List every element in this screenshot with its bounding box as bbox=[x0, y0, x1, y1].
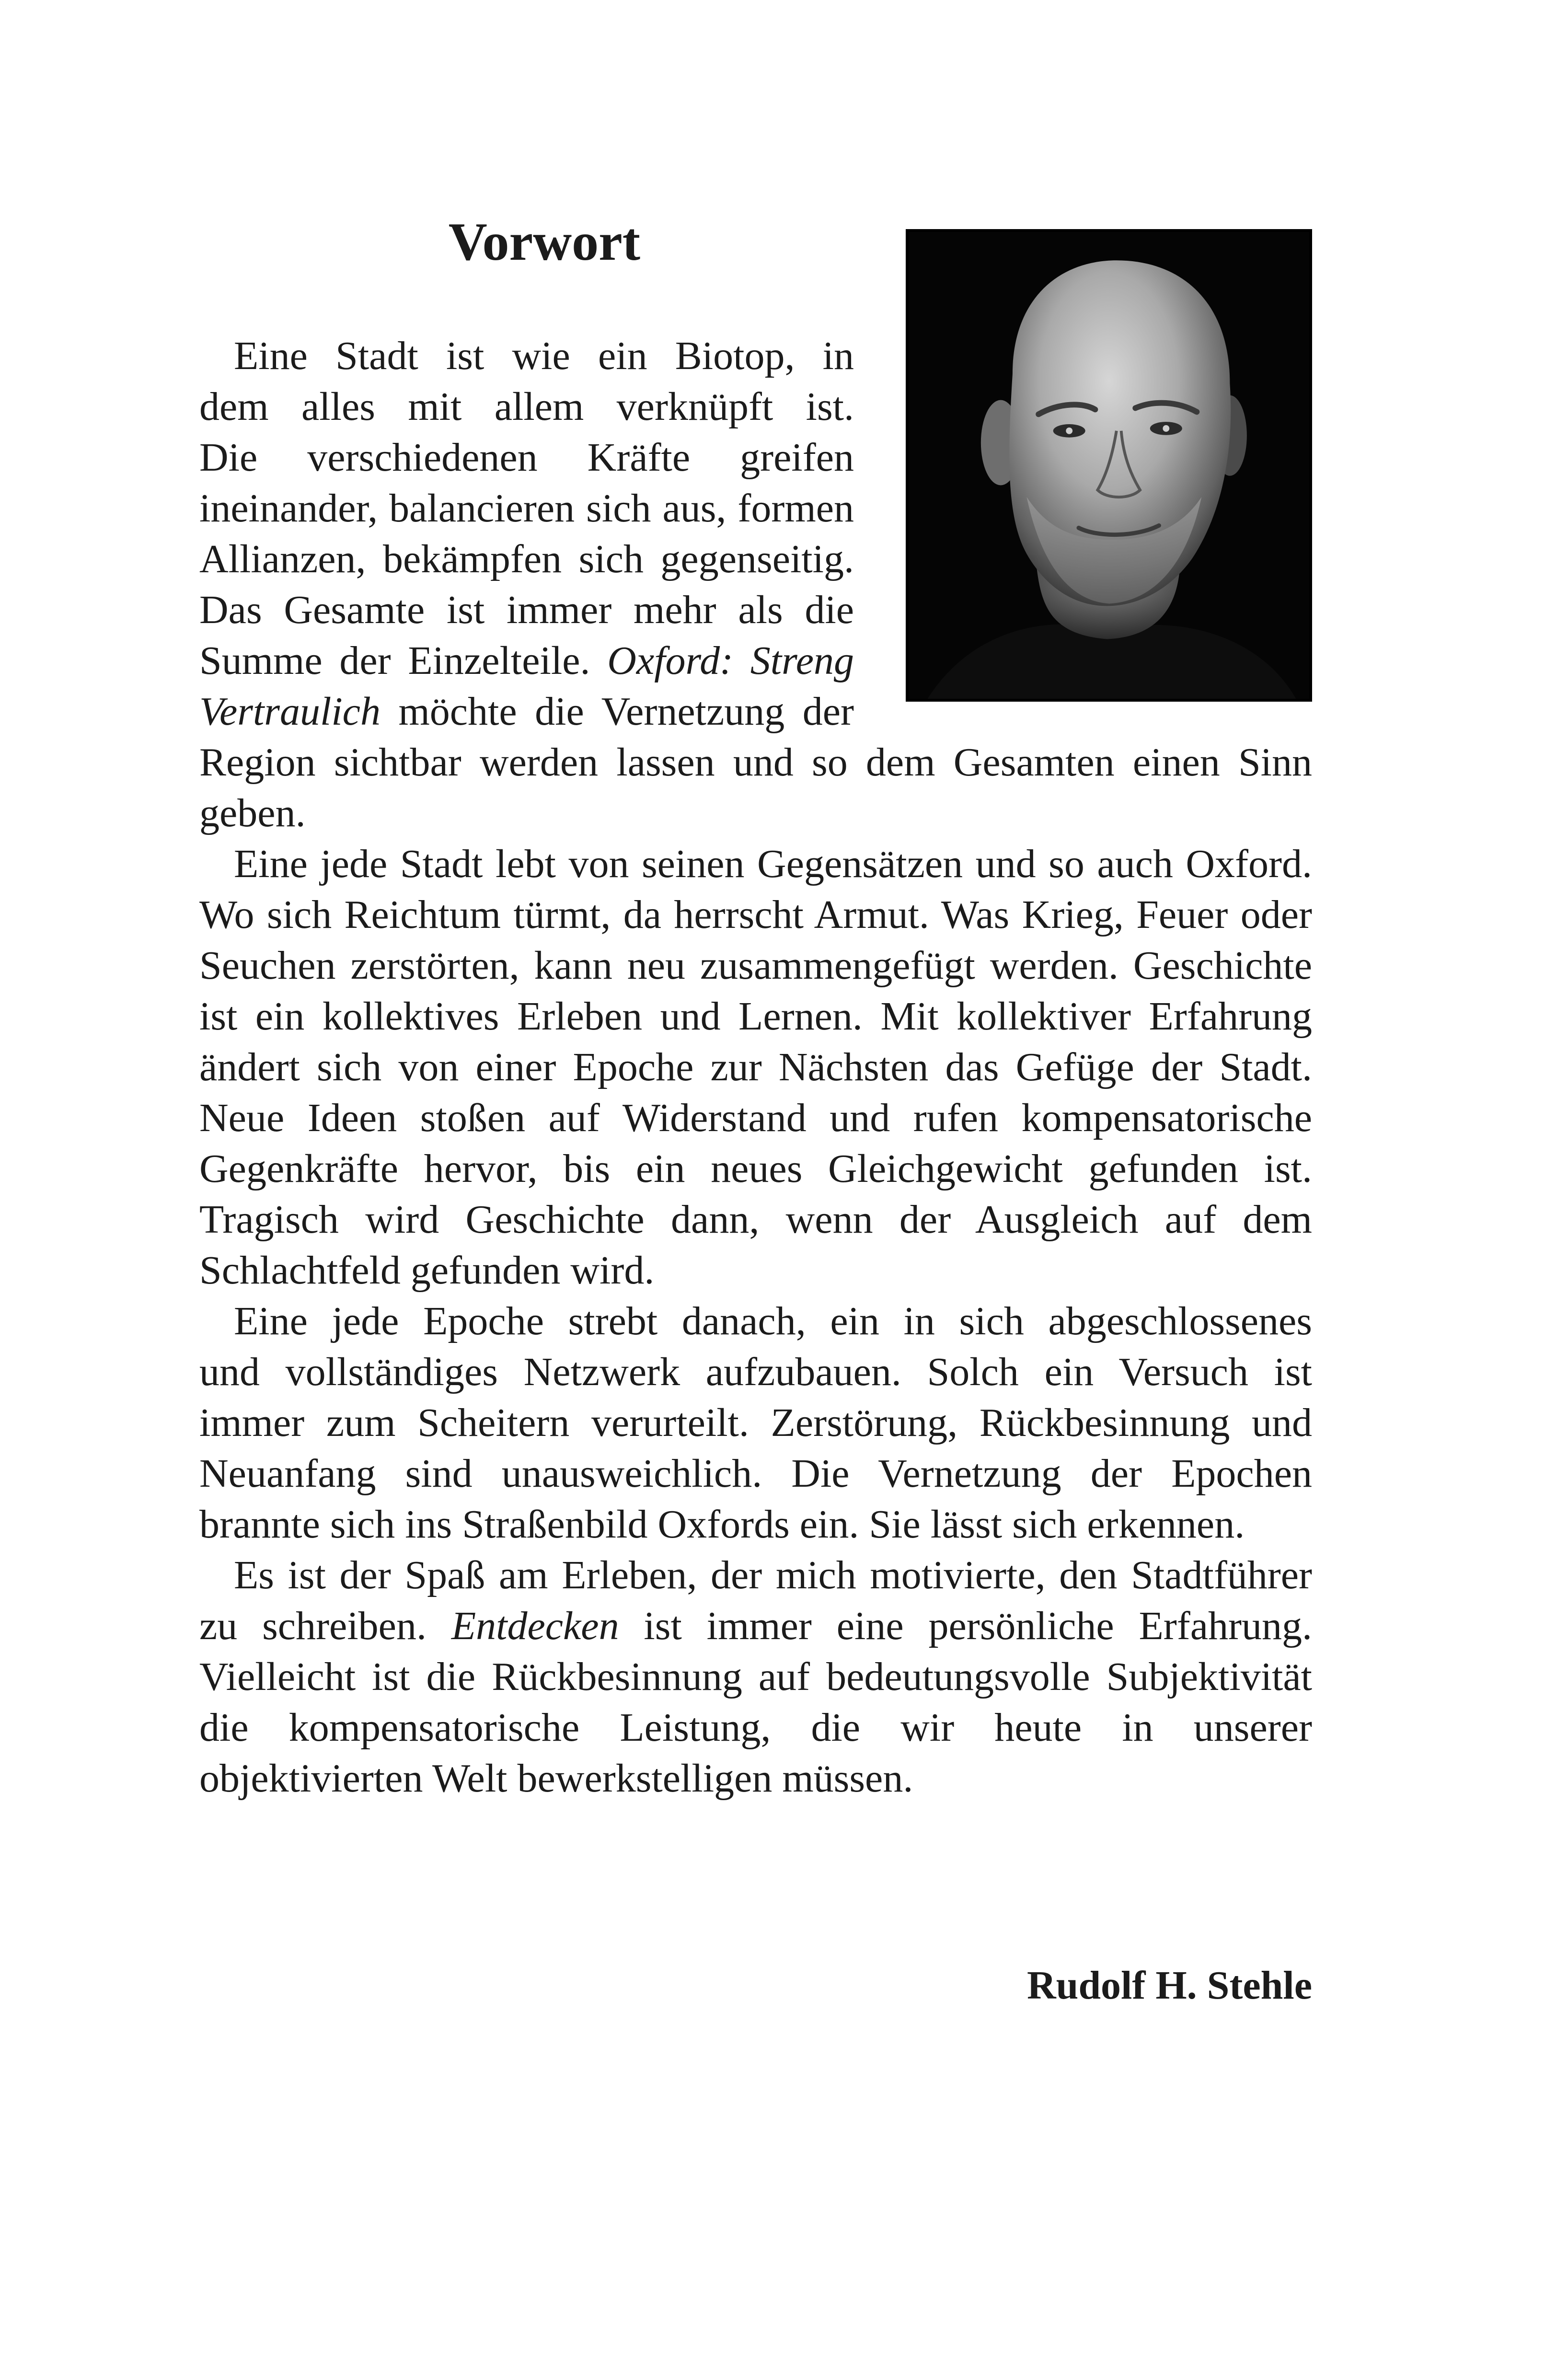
text-run: Wo sich Reichtum türmt, da herrscht Armut. Was Krieg, Feuer oder bbox=[199, 892, 1312, 937]
text-line bbox=[199, 686, 854, 737]
text-run: ist immer eine persönliche Erfahrung. bbox=[619, 1604, 1312, 1648]
emphasized-text: Oxford: Streng bbox=[607, 638, 854, 683]
text-run: und vollständiges Netzwerk aufzubauen. Solch ein Versuch ist bbox=[199, 1350, 1312, 1394]
text-line bbox=[199, 1347, 1312, 1398]
text-run: Region sichtbar werden lassen und so dem Gesamten einen Sinn bbox=[199, 740, 1312, 785]
text-line bbox=[234, 839, 1312, 890]
text-run: Neue Ideen stoßen auf Widerstand und rufen kompensatorische bbox=[199, 1096, 1312, 1140]
text-line bbox=[199, 940, 1312, 991]
author-photo-image bbox=[909, 232, 1309, 699]
text-line bbox=[199, 1652, 1312, 1702]
text-run: Die verschiedenen Kräfte greifen bbox=[199, 435, 854, 480]
text-line bbox=[199, 432, 854, 483]
text-run: dem alles mit allem verknüpft ist. bbox=[199, 384, 854, 429]
text-line bbox=[199, 1753, 1312, 1804]
text-run: Vielleicht ist die Rückbesinnung auf bedeutungsvolle Subjektivität bbox=[199, 1654, 1312, 1699]
text-run: Schlachtfeld gefunden wird. bbox=[199, 1248, 655, 1293]
text-run: Summe der Einzelteile. bbox=[199, 638, 608, 683]
text-line bbox=[199, 1194, 1312, 1245]
text-run: immer zum Scheitern verurteilt. Zerstörung, Rückbesinnung und bbox=[199, 1400, 1312, 1445]
emphasized-text: Vertraulich bbox=[199, 689, 380, 734]
text-run: Neuanfang sind unausweichlich. Die Vernetzung der Epochen bbox=[199, 1451, 1312, 1496]
text-run: Eine jede Epoche strebt danach, ein in sich abgeschlossenes bbox=[234, 1299, 1312, 1343]
text-line bbox=[199, 483, 854, 534]
text-run: ändert sich von einer Epoche zur Nächsten das Gefüge der Stadt. bbox=[199, 1045, 1312, 1089]
text-line bbox=[199, 1042, 1312, 1093]
author-portrait bbox=[906, 229, 1312, 702]
text-line bbox=[199, 636, 854, 686]
text-run: möchte die Vernetzung der bbox=[380, 689, 854, 734]
text-line bbox=[199, 534, 854, 585]
text-run: Eine Stadt ist wie ein Biotop, in bbox=[234, 334, 854, 378]
text-line bbox=[199, 382, 854, 432]
text-line bbox=[199, 1499, 1312, 1550]
text-line bbox=[199, 1398, 1312, 1448]
text-line bbox=[199, 991, 1312, 1042]
text-run: Gegenkräfte hervor, bis ein neues Gleichgewicht gefunden ist. bbox=[199, 1146, 1312, 1191]
text-line bbox=[199, 788, 1312, 839]
text-line bbox=[199, 1702, 1312, 1753]
text-line bbox=[199, 1448, 1312, 1499]
text-run: Seuchen zerstörten, kann neu zusammengefügt werden. Geschichte bbox=[199, 943, 1312, 988]
text-line bbox=[199, 737, 1312, 788]
text-run: ist ein kollektives Erleben und Lernen. Mit kollektiver Erfahrung bbox=[199, 994, 1312, 1039]
text-run: Allianzen, bekämpfen sich gegenseitig. bbox=[199, 537, 854, 581]
author-signature: Rudolf H. Stehle bbox=[1026, 1963, 1312, 2008]
text-run: Eine jede Stadt lebt von seinen Gegensätzen und so auch Oxford. bbox=[234, 842, 1312, 886]
text-run: Das Gesamte ist immer mehr als die bbox=[199, 588, 854, 632]
text-run: objektivierten Welt bewerkstelligen müssen. bbox=[199, 1756, 913, 1801]
text-line bbox=[199, 1245, 1312, 1296]
text-line bbox=[199, 1144, 1312, 1194]
page-title: Vorwort bbox=[448, 212, 641, 272]
text-line bbox=[234, 1296, 1312, 1347]
text-line bbox=[199, 1601, 1312, 1652]
text-run: Es ist der Spaß am Erleben, der mich motivierte, den Stadtführer bbox=[234, 1553, 1312, 1597]
emphasized-text: Entdecken bbox=[451, 1604, 619, 1648]
text-run: brannte sich ins Straßenbild Oxfords ein. Sie lässt sich erkennen. bbox=[199, 1502, 1245, 1547]
text-line bbox=[199, 1093, 1312, 1144]
text-line bbox=[234, 331, 854, 382]
text-run: ineinander, balancieren sich aus, formen bbox=[199, 486, 854, 531]
text-run: die kompensatorische Leistung, die wir heute in unserer bbox=[199, 1705, 1312, 1750]
text-run: Tragisch wird Geschichte dann, wenn der Ausgleich auf dem bbox=[199, 1197, 1312, 1242]
text-run: geben. bbox=[199, 791, 306, 835]
text-run: zu schreiben. bbox=[199, 1604, 451, 1648]
text-line bbox=[234, 1550, 1312, 1601]
text-line bbox=[199, 890, 1312, 940]
text-line bbox=[199, 585, 854, 636]
